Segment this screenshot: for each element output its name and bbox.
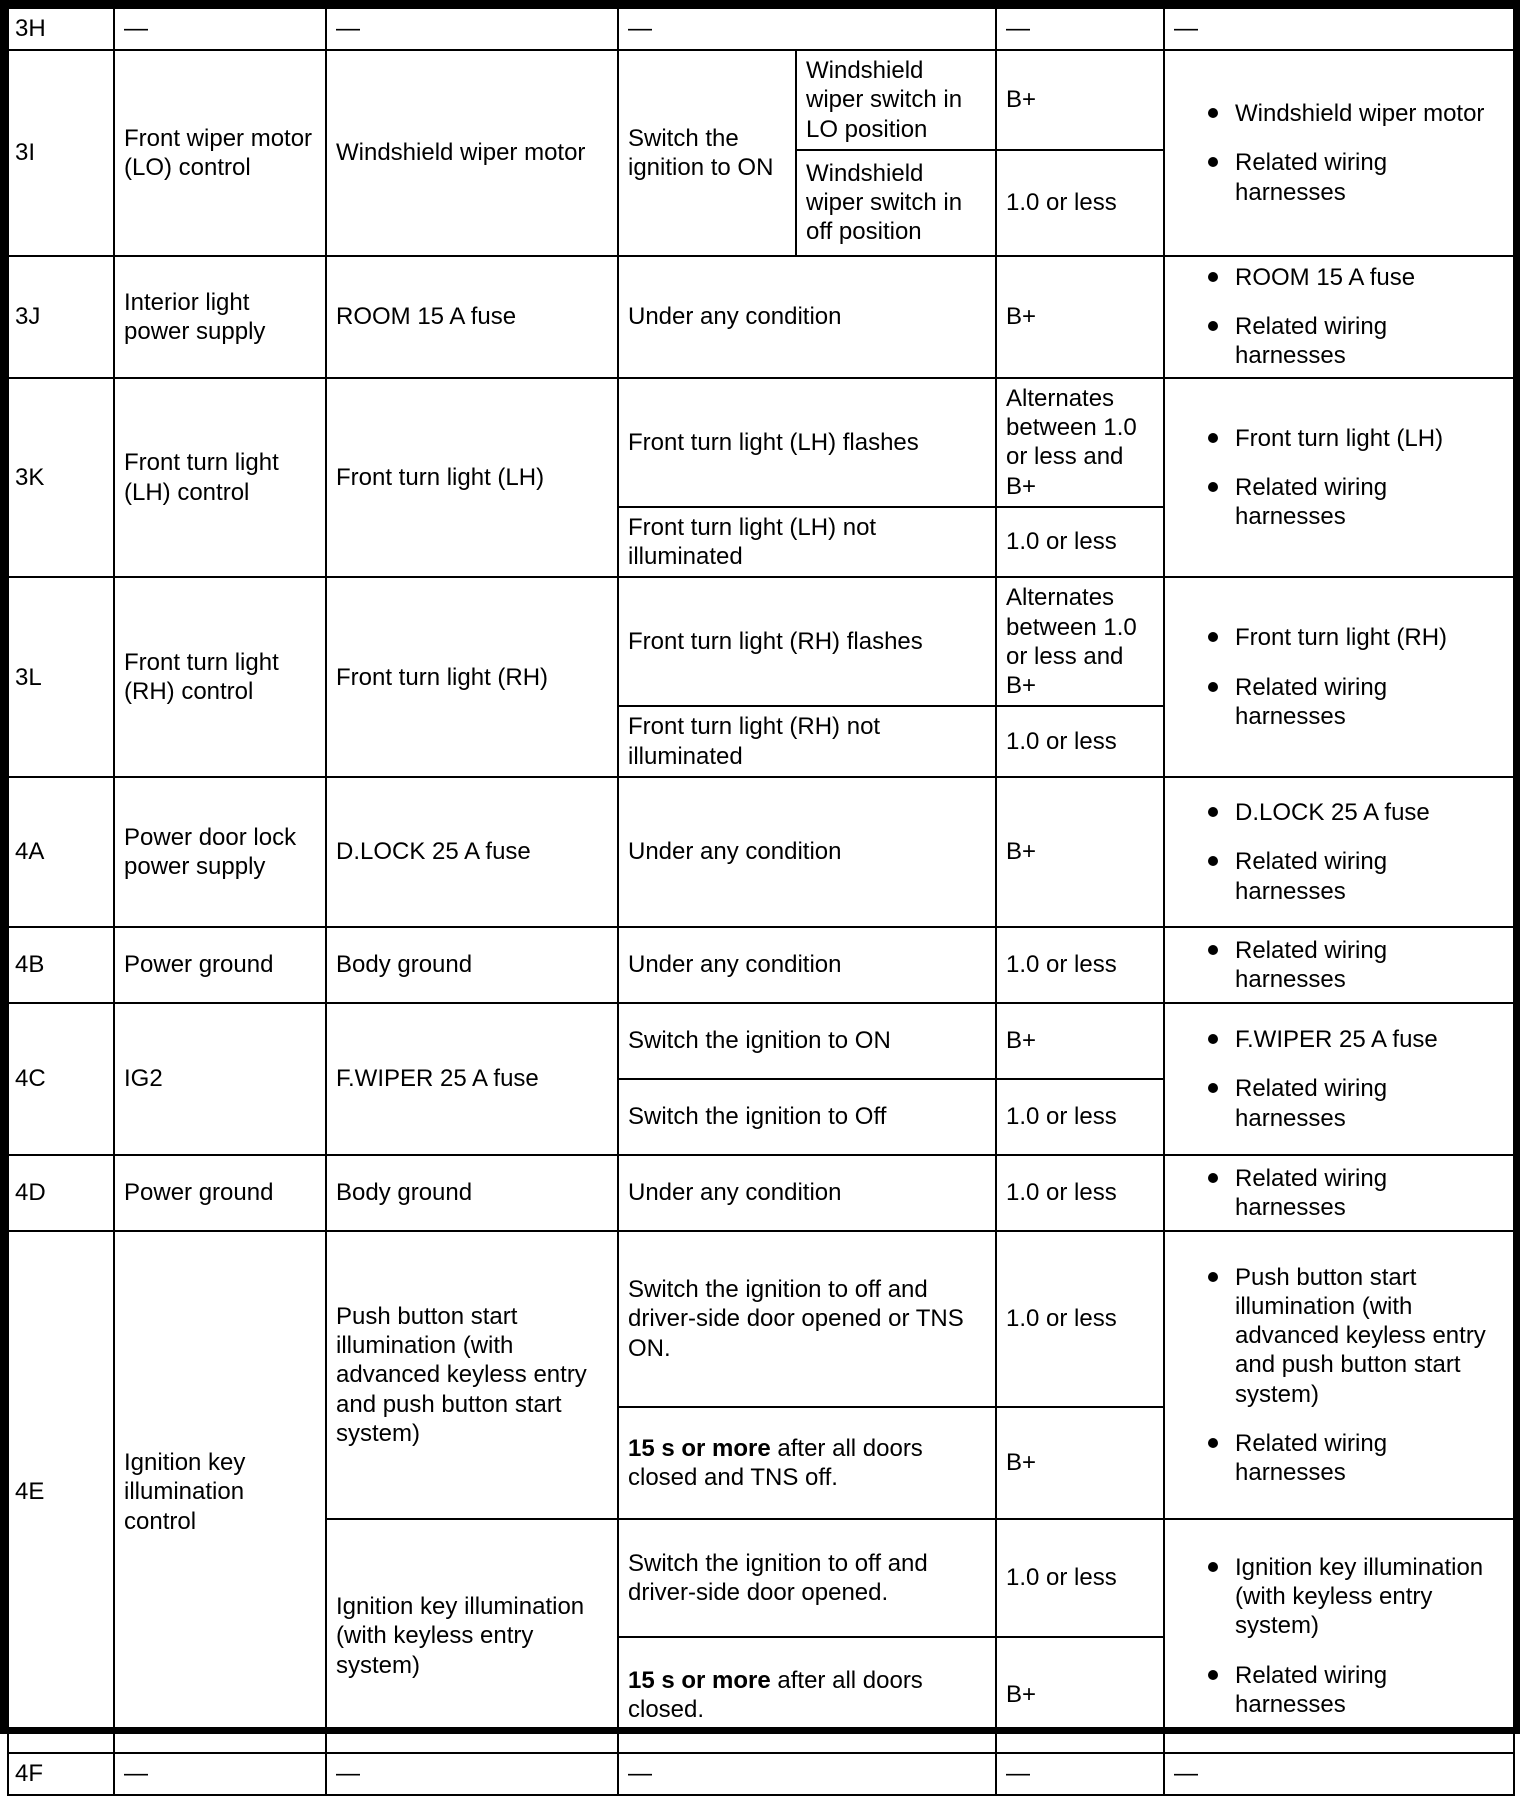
bullet-icon (1208, 157, 1218, 167)
inspection-item (1208, 148, 1502, 207)
inspection-text: ROOM 15 A fuse (1235, 263, 1416, 291)
bullet-icon (1208, 945, 1218, 955)
terminal-cell: 4E (8, 1231, 114, 1753)
function-cell: — (114, 8, 326, 50)
function-cell: Power ground (114, 1155, 326, 1231)
table-row-4B (8, 927, 1514, 1003)
bullet-icon (1208, 1034, 1218, 1044)
inspection-text: Related wiring harnesses (1235, 313, 1388, 370)
bullet-icon (1208, 682, 1218, 692)
inspection-list (1174, 1164, 1504, 1223)
bullet-icon (1208, 1083, 1218, 1093)
inspection-list (1174, 424, 1504, 532)
inspection-list (1174, 1025, 1504, 1133)
component-cell: Windshield wiper motor (326, 50, 618, 256)
component-cell: D.LOCK 25 A fuse (326, 777, 618, 927)
inspection-cell (1164, 256, 1514, 378)
voltage-cell: B+ (996, 256, 1164, 378)
terminal-cell: 3J (8, 256, 114, 378)
inspection-text: Related wiring harnesses (1235, 1075, 1388, 1132)
bullet-icon (1208, 1173, 1218, 1183)
function-cell: Front turn light (RH) control (114, 577, 326, 777)
function-cell: Front wiper motor (LO) control (114, 50, 326, 256)
inspection-item (1208, 263, 1502, 292)
voltage-cell: 1.0 or less (996, 927, 1164, 1003)
inspection-text: Related wiring harnesses (1235, 848, 1388, 905)
voltage-cell: Alternates between 1.0 or less and B+ (996, 577, 1164, 706)
inspection-item (1208, 99, 1502, 128)
condition-main-cell: Switch the ignition to ON (618, 50, 796, 256)
inspection-item (1208, 847, 1502, 906)
bullet-icon (1208, 1272, 1218, 1282)
bullet-icon (1208, 482, 1218, 492)
voltage-cell: B+ (996, 1003, 1164, 1079)
function-cell: Ignition key illumination control (114, 1231, 326, 1753)
component-cell: Push button start illumination (with advanced keyless entry and push button start system) (326, 1231, 618, 1519)
inspection-text: Front turn light (LH) (1235, 424, 1444, 452)
terminal-cell: 4F (8, 1753, 114, 1795)
condition-cell: Under any condition (618, 927, 996, 1003)
inspection-cell (1164, 1231, 1514, 1519)
voltage-cell: 1.0 or less (996, 150, 1164, 256)
inspection-list (1174, 263, 1504, 371)
inspection-item (1208, 1553, 1502, 1641)
inspection-cell (1164, 577, 1514, 777)
inspection-item (1208, 1263, 1502, 1409)
table-row-3K (8, 378, 1514, 507)
condition-rest-text: after all doors closed and TNS off. (628, 1434, 923, 1491)
inspection-item (1208, 1429, 1502, 1488)
condition-cell: Switch the ignition to ON (618, 1003, 996, 1079)
inspection-item (1208, 936, 1502, 995)
voltage-cell: 1.0 or less (996, 1519, 1164, 1637)
inspection-cell (1164, 378, 1514, 578)
condition-cell: — (618, 8, 996, 50)
voltage-cell: — (996, 1753, 1164, 1795)
terminal-cell: 3I (8, 50, 114, 256)
voltage-cell: 1.0 or less (996, 1231, 1164, 1407)
function-cell: Power ground (114, 927, 326, 1003)
table-row-4C (8, 1003, 1514, 1079)
inspection-text: D.LOCK 25 A fuse (1235, 799, 1430, 827)
condition-sub-cell: Windshield wiper switch in off position (796, 150, 996, 256)
inspection-text: Front turn light (RH) (1235, 624, 1448, 652)
inspection-item (1208, 312, 1502, 371)
inspection-item (1208, 1025, 1502, 1054)
condition-cell: — (618, 1753, 996, 1795)
voltage-cell: B+ (996, 50, 1164, 150)
inspection-item (1208, 424, 1502, 453)
voltage-cell: B+ (996, 1637, 1164, 1753)
condition-cell: Front turn light (RH) flashes (618, 577, 996, 706)
inspection-item (1208, 623, 1502, 652)
component-cell: Ignition key illumination (with keyless entry system) (326, 1519, 618, 1753)
inspection-text: Related wiring harnesses (1235, 1661, 1388, 1718)
voltage-cell: B+ (996, 1407, 1164, 1519)
condition-cell: Front turn light (RH) not illuminated (618, 706, 996, 777)
voltage-cell: 1.0 or less (996, 1079, 1164, 1155)
terminal-cell: 3L (8, 577, 114, 777)
inspection-cell (1164, 1519, 1514, 1753)
inspection-cell (1164, 1003, 1514, 1155)
condition-bold-text: 15 s or more (628, 1434, 771, 1462)
inspection-cell (1164, 1155, 1514, 1231)
inspection-cell (1164, 927, 1514, 1003)
inspection-list (1174, 1263, 1504, 1488)
bullet-icon (1208, 321, 1218, 331)
inspection-item (1208, 1074, 1502, 1133)
inspection-text: Related wiring harnesses (1235, 473, 1388, 531)
voltage-cell: 1.0 or less (996, 706, 1164, 777)
function-cell: Front turn light (LH) control (114, 378, 326, 578)
table-row-4F (8, 1753, 1514, 1795)
function-cell: Interior light power supply (114, 256, 326, 378)
bullet-icon (1208, 856, 1218, 866)
bullet-icon (1208, 433, 1218, 443)
terminal-cell: 4C (8, 1003, 114, 1155)
table-row-4D (8, 1155, 1514, 1231)
terminal-voltage-table (7, 7, 1515, 1796)
condition-cell: Under any condition (618, 256, 996, 378)
condition-cell: Switch the ignition to Off (618, 1079, 996, 1155)
table-row-4A (8, 777, 1514, 927)
inspection-text: Related wiring harnesses (1235, 673, 1388, 730)
bullet-icon (1208, 1670, 1218, 1680)
condition-cell (618, 1637, 996, 1753)
table-row-3H (8, 8, 1514, 50)
voltage-cell: 1.0 or less (996, 1155, 1164, 1231)
inspection-cell: — (1164, 1753, 1514, 1795)
condition-sub-cell: Windshield wiper switch in LO position (796, 50, 996, 150)
condition-rest-text: after all doors closed. (628, 1666, 923, 1723)
function-cell: Power door lock power supply (114, 777, 326, 927)
bullet-icon (1208, 272, 1218, 282)
condition-cell: Switch the ignition to off and driver-side door opened. (618, 1519, 996, 1637)
terminal-cell: 4A (8, 777, 114, 927)
voltage-cell: 1.0 or less (996, 507, 1164, 578)
component-cell: — (326, 1753, 618, 1795)
table-row-4E (8, 1231, 1514, 1407)
table-row-3I (8, 50, 1514, 150)
component-cell: Body ground (326, 1155, 618, 1231)
condition-bold-text: 15 s or more (628, 1666, 771, 1694)
component-cell: F.WIPER 25 A fuse (326, 1003, 618, 1155)
condition-cell: Under any condition (618, 777, 996, 927)
terminal-cell: 4B (8, 927, 114, 1003)
component-cell: Front turn light (LH) (326, 378, 618, 578)
inspection-list (1174, 936, 1504, 995)
terminal-cell: 3H (8, 8, 114, 50)
function-cell: IG2 (114, 1003, 326, 1155)
inspection-cell (1164, 50, 1514, 256)
component-cell: — (326, 8, 618, 50)
inspection-cell (1164, 777, 1514, 927)
inspection-text: Push button start illumination (with advanced keyless entry and push button start system) (1235, 1263, 1486, 1408)
condition-cell: Front turn light (LH) not illuminated (618, 507, 996, 578)
terminal-cell: 3K (8, 378, 114, 578)
inspection-item (1208, 1164, 1502, 1223)
condition-cell: Front turn light (LH) flashes (618, 378, 996, 507)
voltage-cell: — (996, 8, 1164, 50)
inspection-text: Ignition key illumination (with keyless entry system) (1235, 1553, 1484, 1640)
condition-cell: Switch the ignition to off and driver-side door opened or TNS ON. (618, 1231, 996, 1407)
inspection-list (1174, 798, 1504, 906)
inspection-item (1208, 798, 1502, 827)
condition-cell (618, 1407, 996, 1519)
condition-cell: Under any condition (618, 1155, 996, 1231)
inspection-text: Related wiring harnesses (1235, 1164, 1388, 1221)
inspection-text: Related wiring harnesses (1235, 149, 1388, 206)
inspection-item (1208, 1661, 1502, 1720)
bullet-icon (1208, 807, 1218, 817)
component-cell: ROOM 15 A fuse (326, 256, 618, 378)
voltage-cell: B+ (996, 777, 1164, 927)
bullet-icon (1208, 632, 1218, 642)
voltage-cell: Alternates between 1.0 or less and B+ (996, 378, 1164, 507)
component-cell: Front turn light (RH) (326, 577, 618, 777)
table-row-3J (8, 256, 1514, 378)
bullet-icon (1208, 108, 1218, 118)
inspection-list (1174, 623, 1504, 731)
inspection-text: Related wiring harnesses (1235, 936, 1388, 993)
terminal-cell: 4D (8, 1155, 114, 1231)
table-row-3L (8, 577, 1514, 706)
inspection-item (1208, 473, 1502, 532)
inspection-cell: — (1164, 8, 1514, 50)
inspection-list (1174, 1553, 1504, 1719)
function-cell: — (114, 1753, 326, 1795)
inspection-list (1174, 99, 1504, 207)
inspection-text: F.WIPER 25 A fuse (1235, 1026, 1438, 1054)
bullet-icon (1208, 1562, 1218, 1572)
inspection-text: Related wiring harnesses (1235, 1429, 1388, 1487)
component-cell: Body ground (326, 927, 618, 1003)
inspection-item (1208, 673, 1502, 732)
inspection-text: Windshield wiper motor (1235, 100, 1485, 127)
bullet-icon (1208, 1438, 1218, 1448)
